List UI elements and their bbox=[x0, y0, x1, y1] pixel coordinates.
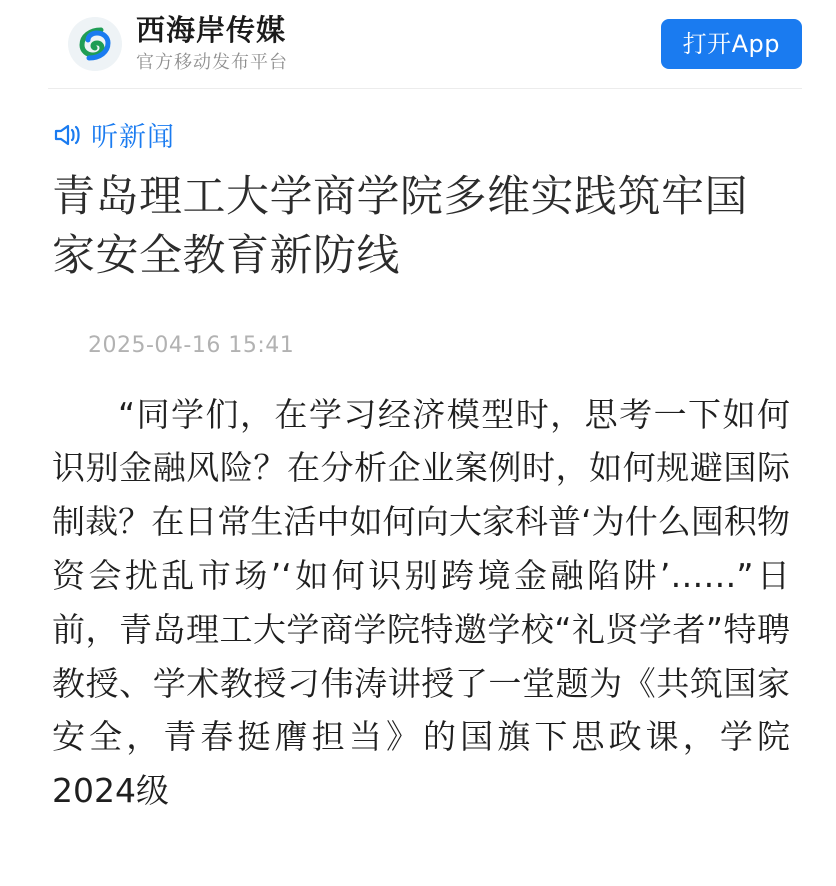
brand-title: 西海岸传媒 bbox=[136, 13, 287, 48]
brand-subtitle: 官方移动发布平台 bbox=[136, 52, 288, 74]
brand-text bbox=[136, 15, 288, 73]
listen-news-button[interactable] bbox=[52, 115, 175, 154]
publish-timestamp: 2025-04-16 15:41 bbox=[88, 332, 295, 358]
article-body bbox=[0, 115, 836, 818]
article-paragraph: “同学们，在学习经济模型时，思考一下如何识别金融风险？在分析企业案例时，如何规避国际制裁？在日常生活中如何向大家科普‘为什么囤积物资会扰乱市场’‘如何识别跨境金融陷阱’……”日前，青岛理工大学商学院特邀学校“礼贤学者”特聘教授、学术教授刁伟涛讲授了一堂题为《共筑国家安全，青春挺膺担当》的国旗下思政课，学院2024级 bbox=[52, 394, 790, 811]
listen-news-label: 听新闻 bbox=[91, 122, 175, 153]
header-divider bbox=[48, 88, 802, 89]
top-bar bbox=[0, 0, 836, 88]
speaker-sound-icon bbox=[52, 120, 91, 150]
open-app-button[interactable]: 打开App bbox=[661, 19, 802, 69]
page-title: 青岛理工大学商学院多维实践筑牢国家安全教育新防线 bbox=[52, 172, 748, 282]
swirl-logo-icon bbox=[68, 17, 122, 71]
brand-block[interactable] bbox=[68, 15, 661, 73]
